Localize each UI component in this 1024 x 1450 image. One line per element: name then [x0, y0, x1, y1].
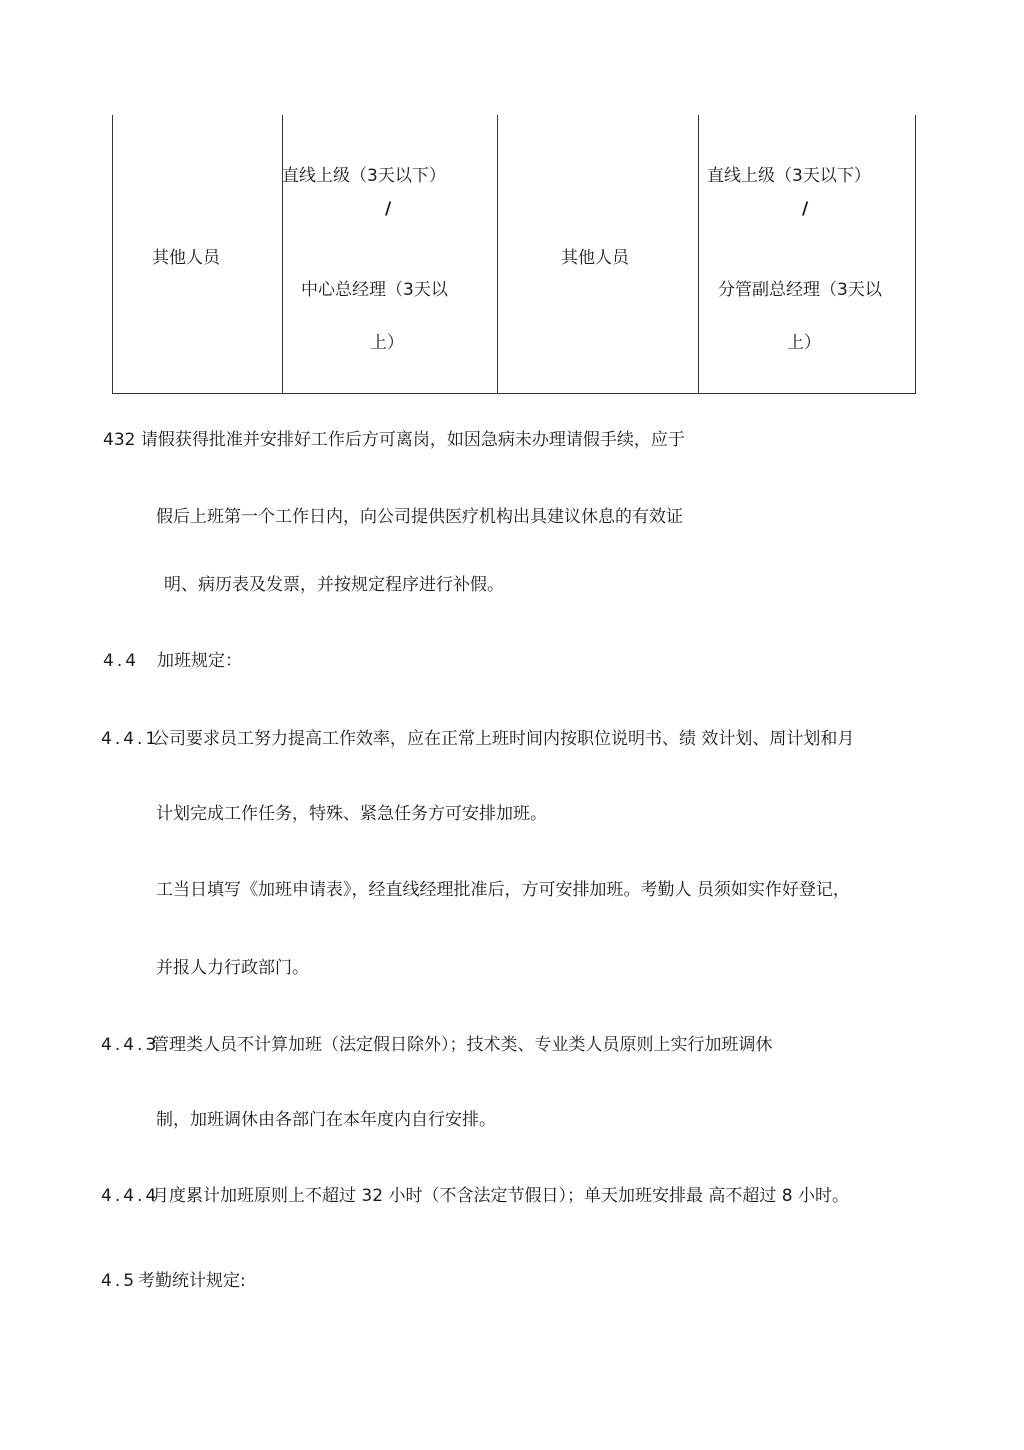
table-divider-3 — [698, 115, 699, 394]
left-role-cell: 其他人员 — [152, 248, 220, 268]
clause-442-line2: 并报人力行政部门。 — [156, 958, 309, 978]
clause-442-line1: 工当日填写《加班申请表》，经直线经理批准后，方可安排加班。考勤人 员须如实作好登记， — [156, 880, 850, 900]
right-role-cell: 其他人员 — [561, 248, 629, 268]
left-approver-line1: 直线上级（3天以下） — [282, 166, 446, 186]
left-approver-line3: 上） — [370, 333, 404, 353]
left-approver-line2: 中心总经理（3天以 — [301, 280, 448, 300]
section-44-number: 4.4 — [103, 651, 140, 671]
right-approver-slash: / — [802, 199, 809, 219]
clause-441-number: 4.4.1 — [101, 729, 160, 749]
right-approver-line1: 直线上级（3天以下） — [707, 166, 871, 186]
left-approver-slash: / — [385, 199, 392, 219]
clause-444-line1: 月度累计加班原则上不超过 32 小时（不含法定节假日）；单天加班安排最 高不超过 8 小时。 — [152, 1186, 849, 1206]
clause-444-number: 4.4.4 — [101, 1186, 160, 1206]
clause-441-line2: 计划完成工作任务，特殊、紧急任务方可安排加班。 — [156, 804, 547, 824]
clause-443-number: 4.4.3 — [101, 1035, 160, 1055]
right-approver-line2: 分管副总经理（3天以 — [718, 280, 882, 300]
right-approver-line3: 上） — [787, 333, 821, 353]
clause-443-line1: 管理类人员不计算加班（法定假日除外）；技术类、专业类人员原则上实行加班调休 — [152, 1035, 773, 1055]
clause-432-line1: 432 请假获得批准并安排好工作后方可离岗，如因急病未办理请假手续，应于 — [103, 430, 685, 450]
table-border-left — [112, 115, 113, 394]
table-divider-2 — [497, 115, 498, 394]
section-45-title: 考勤统计规定: — [138, 1271, 246, 1291]
section-45-number: 4.5 — [101, 1271, 138, 1291]
clause-432-line2: 假后上班第一个工作日内，向公司提供医疗机构出具建议休息的有效证 — [156, 507, 683, 527]
clause-432-line3: 明、病历表及发票，并按规定程序进行补假。 — [164, 575, 504, 595]
clause-441-line1: 公司要求员工努力提高工作效率，应在正常上班时间内按职位说明书、绩 效计划、周计划和月 — [152, 729, 855, 749]
clause-443-line2: 制，加班调休由各部门在本年度内自行安排。 — [156, 1110, 496, 1130]
table-border-right — [915, 115, 916, 394]
approval-table — [112, 115, 916, 394]
table-divider-1 — [282, 115, 283, 394]
table-border-bottom — [112, 393, 916, 394]
section-44-title: 加班规定： — [157, 651, 242, 671]
